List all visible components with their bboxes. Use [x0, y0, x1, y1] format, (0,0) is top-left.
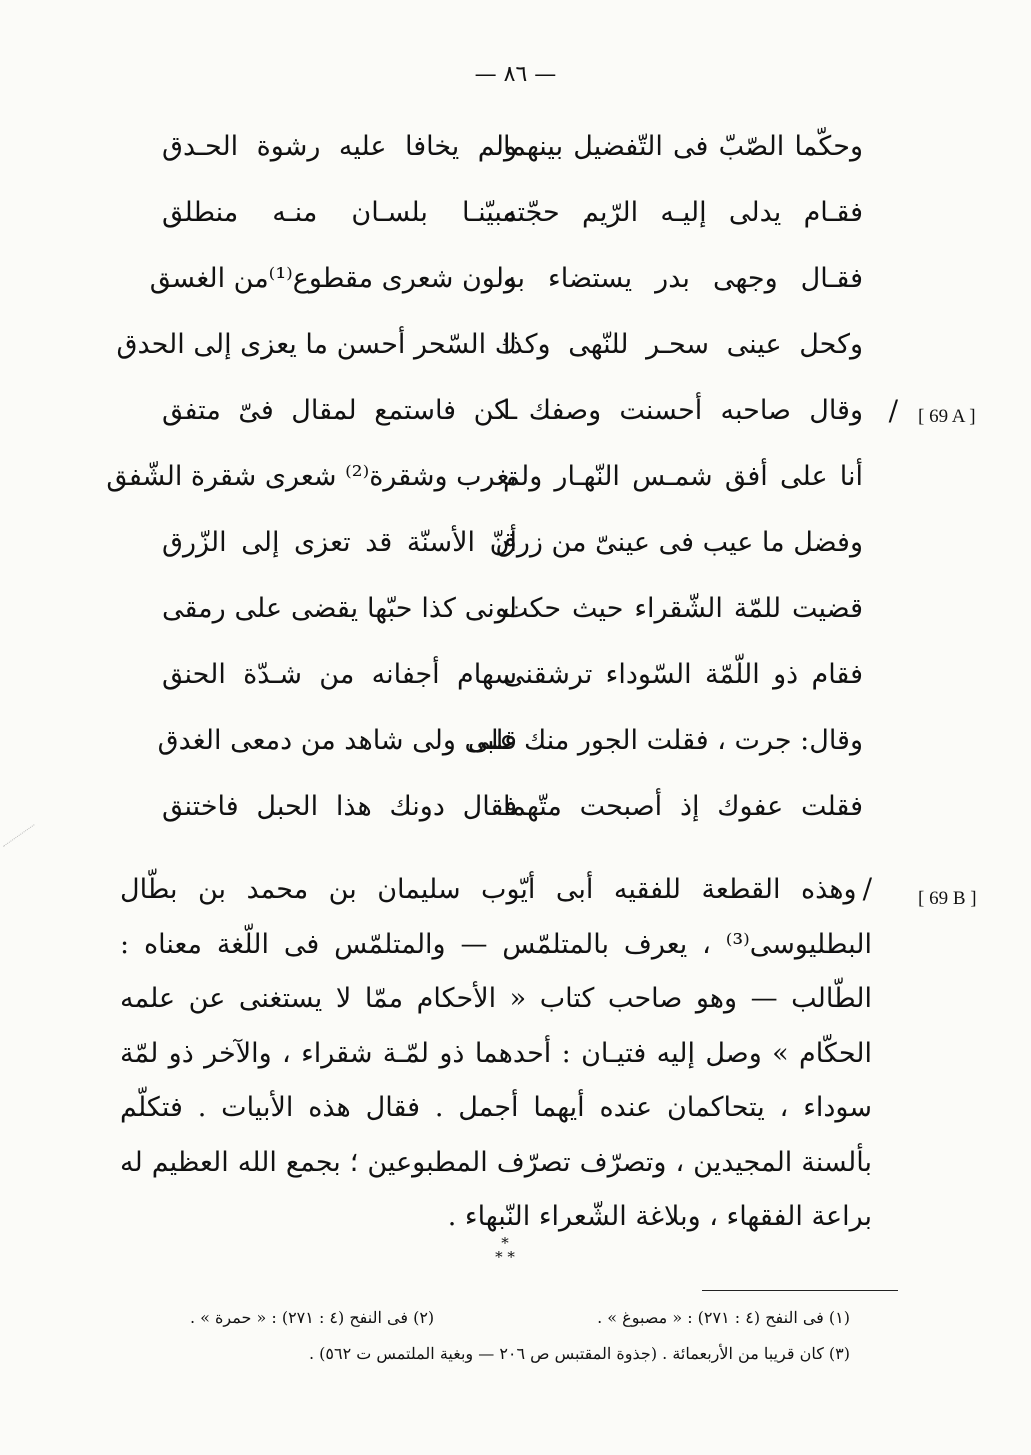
hemistich-second: مبيّنـا بلسـان منـه منطلق [162, 197, 517, 228]
hemistich-first: وقال: جرت ، فقلت الجور منك على [467, 725, 863, 756]
footnote-rule [702, 1290, 898, 1291]
hemistich-second: سهام أجفانه من شـدّة الحنق [162, 659, 517, 690]
footnote-3: (٣) كان قريبا من الأربعمائة . (جذوة المقتبس ص ٢٠٦ — وبغية الملتمس ت ٥٦٢) . [308, 1344, 850, 1363]
hemistich-second: تغرب وشقرة⁽²⁾ شعرى شقرة الشّفق [106, 461, 517, 492]
hemistich-first: وفضل ما عيب فى عينىّ من زرق [495, 527, 863, 558]
section-ornament [480, 1236, 530, 1264]
ornament-stars-bottom: * * [495, 1248, 515, 1266]
verse-1 [0, 122, 1031, 188]
hemistich-second: أنّ الأسنّة قد تعزى إلى الزّرق [162, 527, 517, 558]
prose-text: وهذه القطعة للفقيه أبى أيّوب سليمان بن محمد بن بطّال البطليوسى⁽³⁾ ، يعرف بالمتلمّس — والمتلمّس فى اللّغة معناه : الطّالب — وهو صاحب كتاب « الأحكام ممّا لا يستغنى عن علمه الحكّام » وصل إليه فتيـان : أحدهما ذو لمّـة شقراء ، والآخر ذو لمّة سوداء ، يتحاكمان عنده أيهما أجمل . فقال هذه الأبيات . فتكلّم بألسنة المجيدين ، وتصرّف تصرّف المطبوعين ؛ بجمع الله العظيم له براعة الفقهاء ، وبلاغة الشّعراء النّبهاء . [120, 874, 872, 1232]
verse-8 [0, 584, 1031, 650]
verse-10 [0, 716, 1031, 782]
manuscript-siglum-69a: [ 69 A ] [918, 406, 976, 427]
hemistich-second: قلبى ولى شاهد من دمعى الغدق [157, 725, 517, 756]
hemistich-second: فقال دونك هذا الحبل فاختنق [162, 791, 517, 822]
hemistich-first: أنا على أفق شمـس النّهـار ولم [503, 461, 863, 492]
verse-2 [0, 188, 1031, 254]
hemistich-first: قضيت للمّة الشّقراء حيث حكت [503, 593, 863, 624]
hemistich-first: وحكّما الصّبّ فى التّفضيل بينهما [503, 131, 863, 162]
folio-break-marker: / [888, 394, 898, 427]
page-number: — ٨٦ — [474, 62, 557, 87]
verse-11 [0, 782, 1031, 848]
hemistich-second: ولون شعرى مقطوع⁽¹⁾من الغسق [149, 263, 517, 294]
verse-3 [0, 254, 1031, 320]
hemistich-first: فقـال وجهى بدر يستضاء به [503, 263, 863, 294]
hemistich-first: فقـام يدلى إليـه الرّيم حجّته [503, 197, 863, 228]
manuscript-siglum-69b: [ 69 B ] [918, 888, 977, 909]
verse-4 [0, 320, 1031, 386]
verse-9 [0, 650, 1031, 716]
ornament-star-top: * [501, 1234, 509, 1252]
footnote-1: (١) فى النفح (٤ : ٢٧١) : « مصبوغ » . [597, 1308, 850, 1327]
hemistich-second: ولم يخافا عليه رشوة الحـدق [162, 131, 517, 162]
verse-7 [0, 518, 1031, 584]
hemistich-second: ـكن فاستمع لمقال فىّ متفق [162, 395, 517, 426]
hemistich-second: ك السّحر أحسن ما يعزى إلى الحدق [116, 329, 517, 360]
footnote-2: (٢) فى النفح (٤ : ٢٧١) : « حمرة » . [190, 1308, 435, 1327]
footnote-row [150, 1300, 850, 1336]
verse-6 [0, 452, 1031, 518]
prose-paragraph [120, 862, 872, 1245]
footnotes [150, 1300, 850, 1372]
hemistich-first: وقال صاحبه أحسنت وصفك ا [503, 395, 863, 426]
poem [0, 122, 1031, 848]
verse-5 [0, 386, 1031, 452]
folio-break-marker: / [862, 872, 872, 905]
hemistich-first: وكحل عينى سحـر للنّهى وكذا [503, 329, 863, 360]
hemistich-first: فقام ذو اللّمّة السّوداء ترشقنى [503, 659, 863, 690]
hemistich-first: فقلت عفوك إذ أصبحت متّهما [503, 791, 863, 822]
footnote-row [150, 1336, 850, 1372]
hemistich-second: لونى كذا حبّها يقضى على رمقى [162, 593, 517, 624]
